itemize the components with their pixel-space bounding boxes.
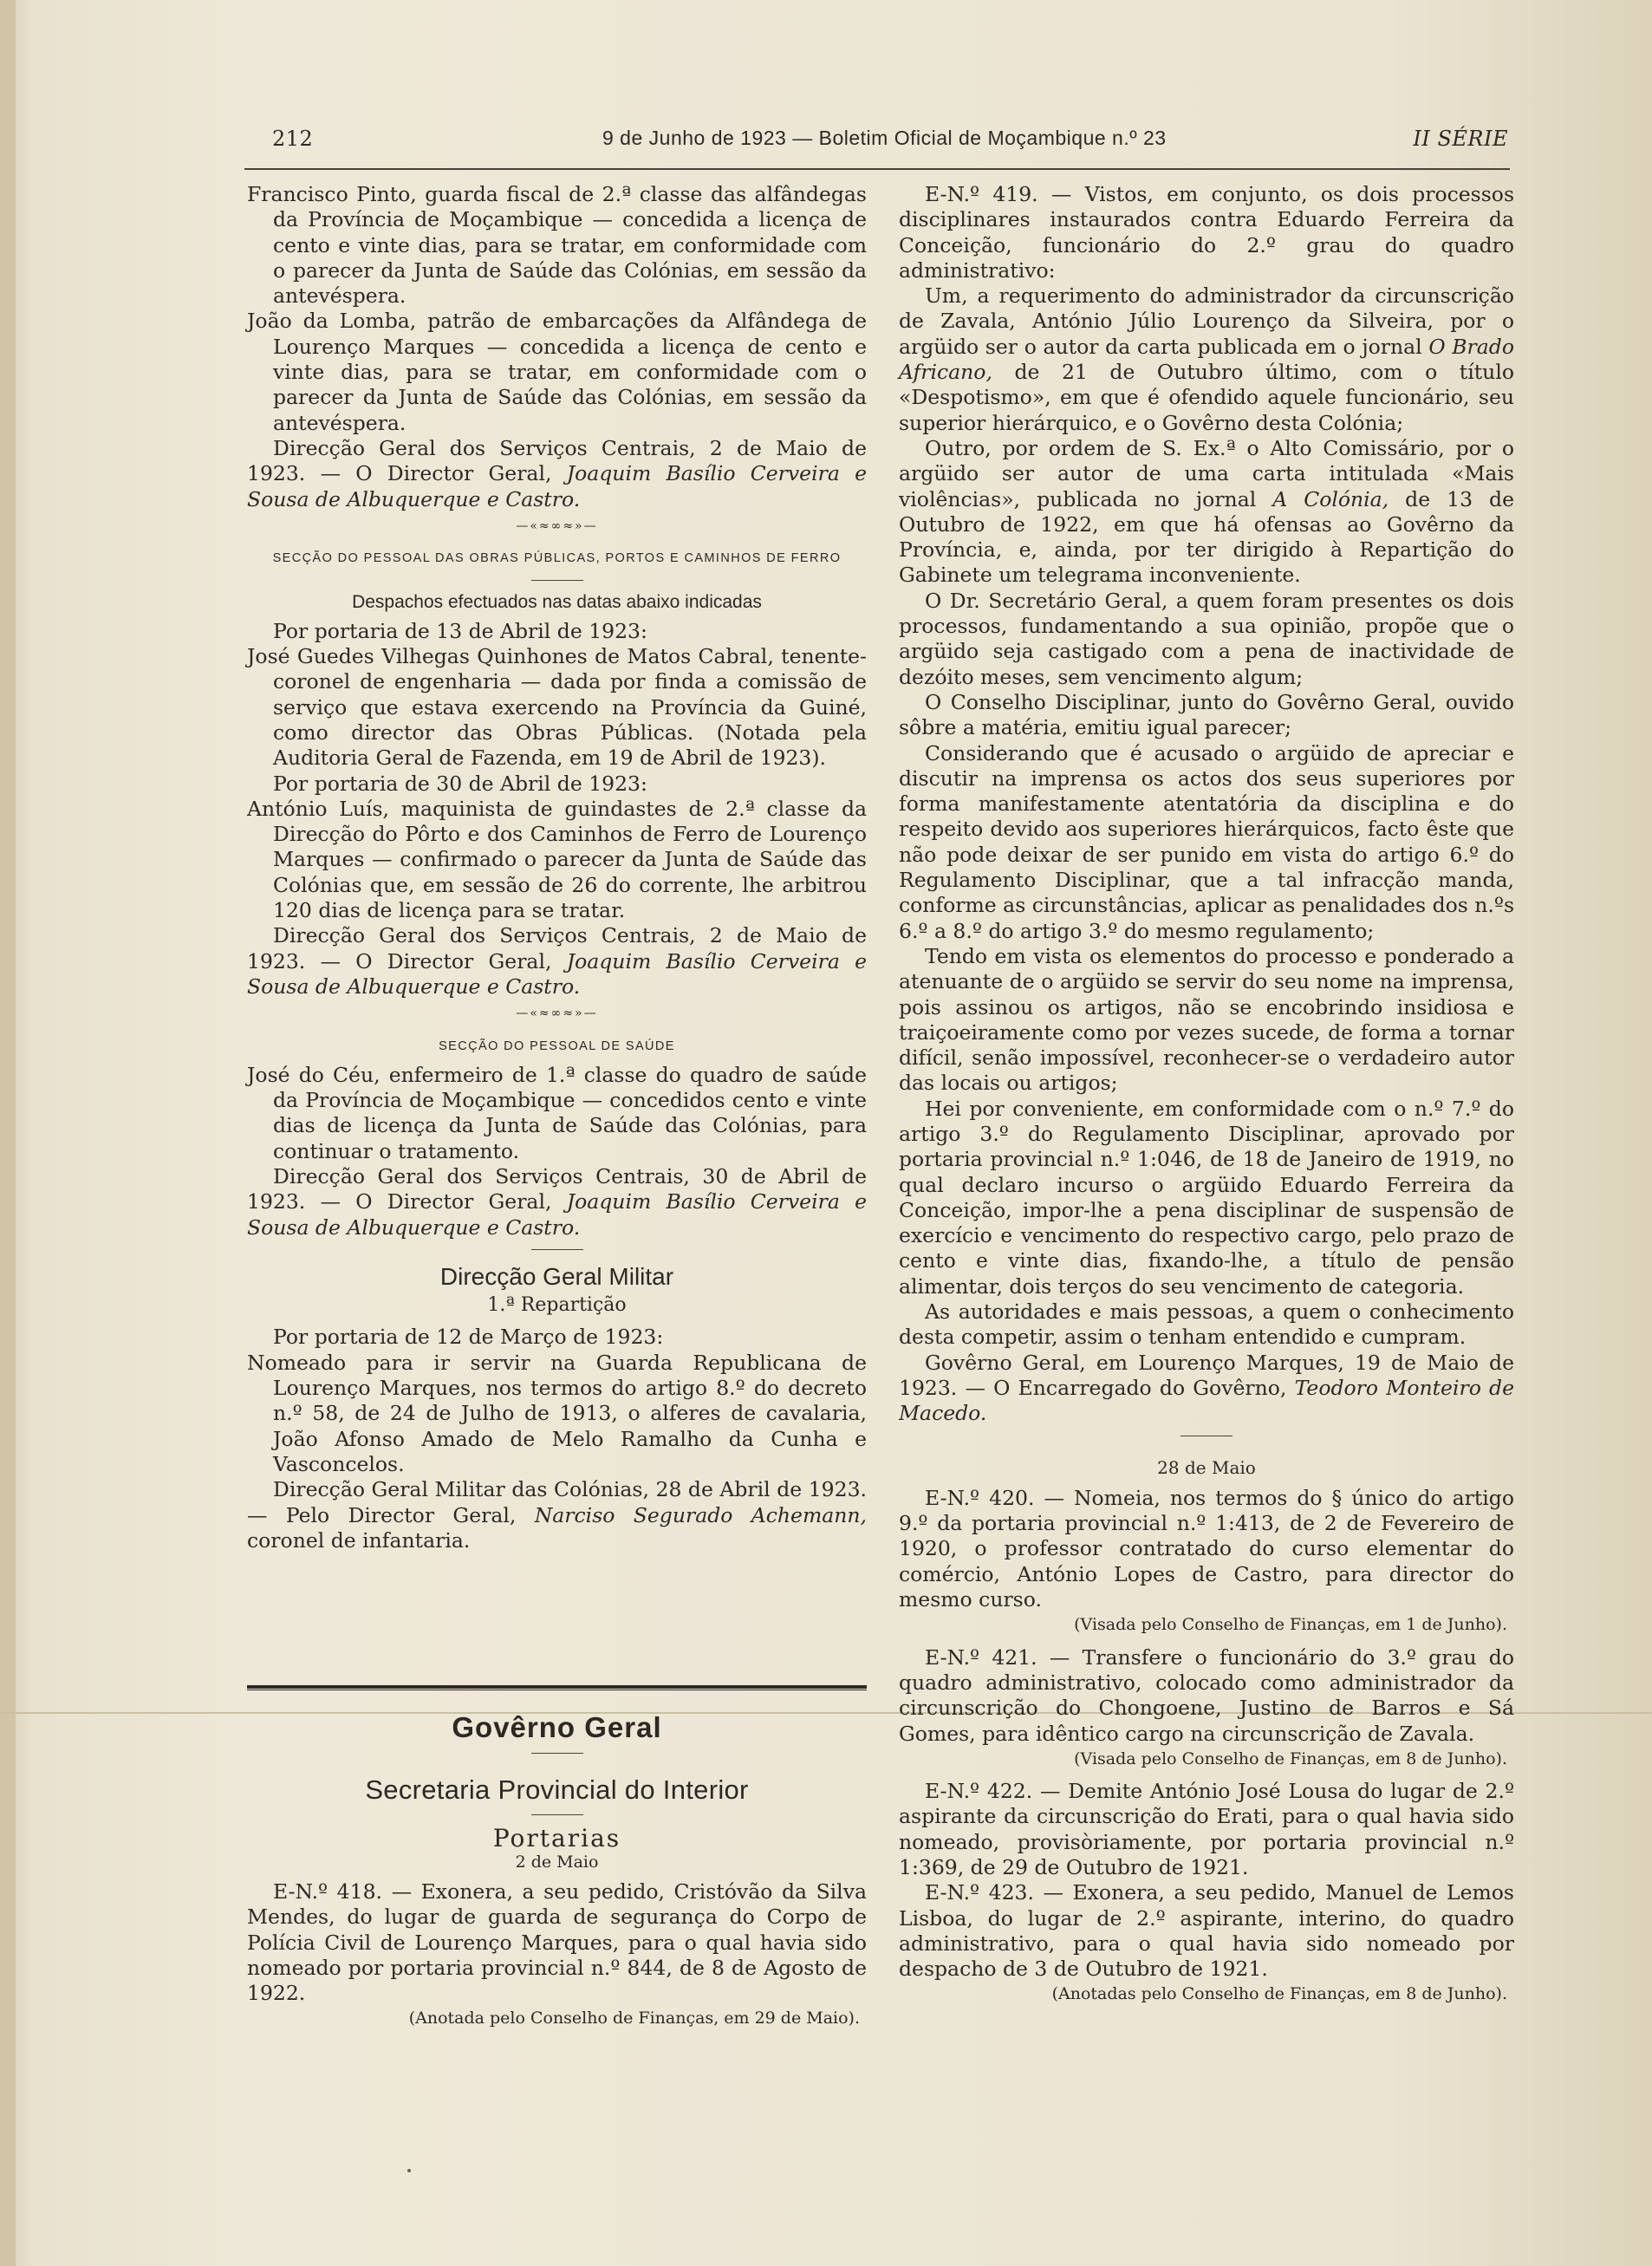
paragraph-text: Outro, por ordem de S. Ex.ª o Alto Comissário, por o argüido ser autor de uma carta intitulada «Mais violências», publicada no jornal (899, 435, 1514, 511)
newspaper-name: O Brado Africano, (899, 334, 1514, 385)
paragraph (899, 436, 1514, 589)
paragraph (899, 283, 1514, 436)
signature-block (899, 1351, 1514, 1427)
section-thick-rule (247, 1685, 867, 1690)
page-number: 212 (272, 127, 314, 151)
entry-joao-da-lomba: João da Lomba, patrão de embarcações da Alfândega de Lourenço Marques — concedida a licença de cento e vinte dias, para se tratar, em conformidade com o parecer da Junta de Saúde das Colónias, em sessão da antevéspera. (247, 309, 867, 435)
short-rule (531, 580, 583, 581)
signature-rank: coronel de infantaria. (247, 1527, 471, 1553)
ornament-divider: —«≈∞≈»— (516, 518, 598, 533)
portarias-heading: Portarias (492, 1824, 621, 1853)
short-rule (531, 1753, 583, 1754)
right-column (899, 182, 1514, 2015)
paragraph-text: Um, a requerimento do administrador da circunscrição de Zavala, António Júlio Lourenço da Silveira, por o argüido ser o autor da carta publicada em o jornal (899, 283, 1514, 359)
signature-text: Direcção Geral dos Serviços Centrais, 2 de Maio de 1923. — O Director Geral, (247, 923, 867, 973)
secretaria-title: Secretaria Provincial do Interior (365, 1774, 749, 1805)
signature-block (247, 923, 867, 1000)
date-heading: 28 de Maio (1157, 1456, 1256, 1478)
signature-text: Direcção Geral Militar das Colónias, 28 de Abril de 1923. — Pelo Director Geral, (247, 1477, 867, 1527)
running-title: 9 de Junho de 1923 — Boletim Oficial de Moçambique n.º 23 (602, 127, 1167, 149)
entry-e418: E-N.º 418. — Exonera, a seu pedido, Cristóvão da Silva Mendes, do lugar de guarda de segurança do Corpo de Polícia Civil de Lourenço Marques, para o qual havia sido nomeado por portaria provincial n.º 844, de 8 de Agosto de 1922. (247, 1879, 867, 2006)
governo-geral-block (247, 1706, 867, 1872)
signature-name: Joaquim Basílio Cerveira e Sousa de Albuquerque e Castro. (247, 948, 867, 999)
paper-edge (0, 0, 16, 2266)
visa-note: (Visada pelo Conselho de Finanças, em 8 de Junho). (1074, 1748, 1507, 1768)
newspaper-name: A Colónia, (1272, 486, 1389, 511)
short-rule (531, 1249, 583, 1250)
left-column (247, 182, 867, 1553)
signature-name: Narciso Segurado Achemann, (534, 1502, 867, 1527)
paragraph: O Conselho Disciplinar, junto do Govêrno Geral, ouvido sôbre a matéria, emitiu igual parecer; (899, 689, 1514, 740)
visa-note: (Anotada pelo Conselho de Finanças, em 29 de Maio). (408, 2009, 860, 2028)
governo-geral-body (247, 1879, 867, 2039)
signature-block (247, 1164, 867, 1240)
portaria-date: Por portaria de 12 de Março de 1923: (273, 1325, 664, 1350)
entry-e422: E-N.º 422. — Demite António José Lousa do lugar de 2.º aspirante da circunscrição do Erati, para o qual havia sido nomeado, provisòriamente, por portaria provincial n.º 1:369, de 29 de Outubro de 1921. (899, 1779, 1514, 1879)
reparticao-heading: 1.ª Repartição (487, 1294, 627, 1317)
signature-block (247, 436, 867, 512)
paragraph: Tendo em vista os elementos do processo e ponderado a atenuante de o argüido se servir do seu nome na imprensa, pois assinou os artigos, não se encobrindo insidiosa e traiçoeiramente como por vezes sucede, de forma a tornar difícil, senão impossível, reconhecer-se o verdadeiro autor das locais ou artigos; (899, 943, 1514, 1096)
entry-jose-guedes: José Guedes Vilhegas Quinhones de Matos Cabral, tenente-coronel de engenharia — dada por finda a comissão de serviço que estava exercendo na Província da Guiné, como director das Obras Públicas. (Notada pela Auditoria Geral de Fazenda, em 19 de Abril de 1923). (247, 644, 867, 771)
signature-text: Govêrno Geral, em Lourenço Marques, 19 de Maio de 1923. — O Encarregado do Govêrno, (899, 1350, 1514, 1400)
directorate-heading: Direcção Geral Militar (439, 1262, 674, 1290)
paragraph: Considerando que é acusado o argüido de apreciar e discutir na imprensa os actos dos seus superiores por forma manifestamente atentatória da disciplina e do respeito devido aos superiores hierárquicos, facto êste que não pode deixar de ser punido em vista do artigo 6.º do Regulamento Disciplinar, que a tal infracção manda, conforme as circunstâncias, aplicar as penalidades dos n.ºs 6.º a 8.º do artigo 3.º do mesmo regulamento; (899, 740, 1515, 943)
signature-text: Direcção Geral dos Serviços Centrais, 30 de Abril de 1923. — O Director Geral, (247, 1163, 867, 1214)
paragraph-text: de 13 de Outubro de 1922, em que há ofensas ao Govêrno da Província, e, ainda, por ter dirigido à Repartição do Gabinete um telegrama inconveniente. (899, 486, 1514, 588)
short-rule (531, 1814, 583, 1815)
governo-geral-title: Govêrno Geral (452, 1711, 662, 1743)
entry-jose-do-ceu: José do Céu, enfermeiro de 1.ª classe do quadro de saúde da Província de Moçambique — concedidos cento e vinte dias de licença da Junta de Saúde das Colónias, para continuar o tratamento. (247, 1062, 867, 1163)
page-header (243, 120, 1508, 163)
entry-e423: E-N.º 423. — Exonera, a seu pedido, Manuel de Lemos Lisboa, do lugar de 2.º aspirante, interino, do quadro administrativo, para o qual havia sido nomeado por despacho de 3 de Outubro de 1921. (899, 1880, 1514, 1982)
visa-note: (Visada pelo Conselho de Finanças, em 1 de Junho). (1074, 1615, 1507, 1635)
portarias-date: 2 de Maio (515, 1853, 599, 1872)
entry-nomeado: Nomeado para ir servir na Guarda Republicana de Lourenço Marques, nos termos do artigo 8.º do decreto n.º 58, de 24 de Julho de 1913, o alferes de cavalaria, João Afonso Amado de Melo Ramalho da Cunha e Vasconcelos. (247, 1350, 867, 1476)
series-label: II SÉRIE (1413, 127, 1508, 151)
portaria-date: Por portaria de 30 de Abril de 1923: (273, 771, 647, 796)
paper-speck (407, 2169, 411, 2172)
signature-name: Joaquim Basílio Cerveira e Sousa de Albuquerque e Castro. (247, 1189, 867, 1240)
paragraph: As autoridades e mais pessoas, a quem o conhecimento desta competir, assim o tenham entendido e cumpram. (899, 1299, 1514, 1350)
signature-name: Teodoro Monteiro de Macedo. (899, 1375, 1514, 1426)
portaria-date: Por portaria de 13 de Abril de 1923: (273, 618, 647, 643)
signature-text: Direcção Geral dos Serviços Centrais, 2 de Maio de 1923. — O Director Geral, (247, 435, 867, 486)
ornament-divider: —«≈∞≈»— (516, 1006, 598, 1021)
paragraph-text: de 21 de Outubro último, com o título «Despotismo», em que é ofendido aquele funcionário, seu superior hierárquico, e o Govêrno desta Colónia; (899, 360, 1514, 435)
section-heading: SECÇÃO DO PESSOAL DAS OBRAS PÚBLICAS, PORTOS E CAMINHOS DE FERRO (272, 551, 842, 566)
signature-name: Joaquim Basílio Cerveira e Sousa de Albuquerque e Castro. (247, 461, 867, 511)
entry-antonio-luis: António Luís, maquinista de guindastes de 2.ª classe da Direcção do Pôrto e dos Caminhos de Ferro de Lourenço Marques — confirmado o parecer da Junta de Saúde das Colónias que, em sessão de 26 do corrente, lhe arbitrou 120 dias de licença para se tratar. (247, 796, 867, 923)
despachos-heading: Despachos efectuados nas datas abaixo indicadas (352, 592, 762, 613)
paragraph: O Dr. Secretário Geral, a quem foram presentes os dois processos, fundamentando a sua opinião, propõe que o argüido seja castigado com a pena de inactividade de dezóito meses, sem vencimento algum; (899, 588, 1514, 689)
entry-e421: E-N.º 421. — Transfere o funcionário do 3.º grau do quadro administrativo, colocado como administrador da circunscrição do Chongoene, Justino de Barros e Sá Gomes, para idêntico cargo na circunscrição de Zavala. (899, 1644, 1514, 1746)
header-rule (244, 168, 1510, 170)
entry-e419: E-N.º 419. — Vistos, em conjunto, os dois processos disciplinares instaurados contra Eduardo Ferreira da Conceição, funcionário do 2.º grau do quadro administrativo: (899, 182, 1514, 283)
entry-e420: E-N.º 420. — Nomeia, nos termos do § único do artigo 9.º da portaria provincial n.º 1:413, de 2 de Fevereiro de 1920, o professor contratado do curso elementar do comércio, António Lopes de Castro, para director do mesmo curso. (899, 1485, 1514, 1612)
section-heading: SECÇÃO DO PESSOAL DE SAÚDE (439, 1039, 675, 1053)
entry-francisco-pinto: Francisco Pinto, guarda fiscal de 2.ª classe das alfândegas da Província de Moçambique — concedida a licença de cento e vinte dias, para se tratar, em conformidade com o parecer da Junta de Saúde das Colónias, em sessão da antevéspera. (247, 182, 867, 309)
visa-note: (Anotadas pelo Conselho de Finanças, em 8 de Junho). (1051, 1984, 1507, 2004)
paragraph: Hei por conveniente, em conformidade com o n.º 7.º do artigo 3.º do Regulamento Disciplinar, aprovado por portaria provincial n.º 1:046, de 18 de Janeiro de 1919, no qual declaro incurso o argüido Eduardo Ferreira da Conceição, impor-lhe a pena disciplinar de suspensão de exercício e vencimento do respectivo cargo, pelo prazo de cento e vinte dias, fixando-lhe, a título de pensão alimentar, dois terços do seu vencimento de categoria. (899, 1096, 1514, 1299)
signature-block (247, 1477, 867, 1553)
